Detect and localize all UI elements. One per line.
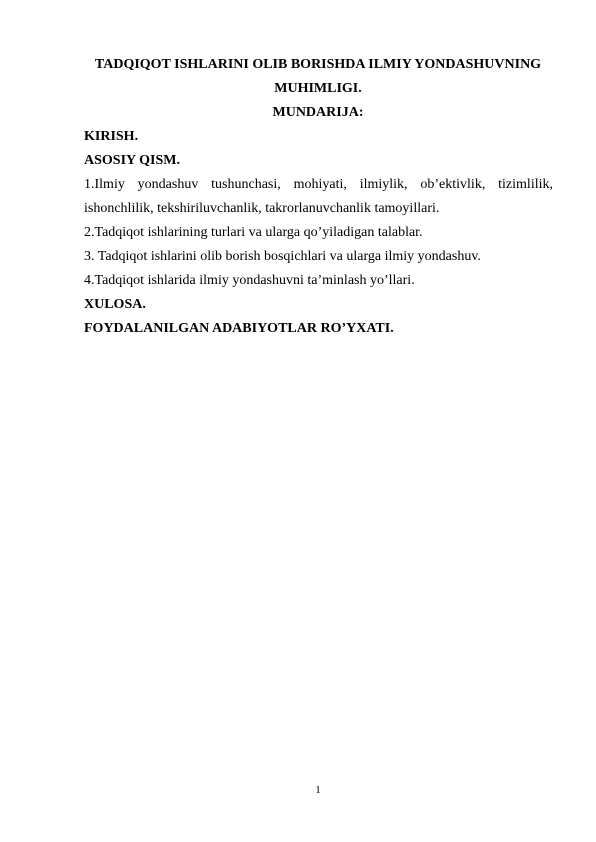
document-title-line-2: MUHIMLIGI.: [274, 81, 362, 96]
contents-item-1-line-2: ishonchlilik, tekshiriluvchanlik, takrorlanuvchanlik tamoyillari.: [84, 201, 440, 216]
contents-item-4: 4.Tadqiqot ishlarida ilmiy yondashuvni ta’minlash yo’llari.: [84, 273, 415, 288]
contents-item-2: 2.Tadqiqot ishlarining turlari va ularga qo’yiladigan talablar.: [84, 225, 423, 240]
contents-item-introduction: KIRISH.: [84, 129, 139, 144]
contents-item-conclusion: XULOSA.: [84, 297, 146, 312]
contents-item-1-line-1: 1.Ilmiy yondashuv tushunchasi, mohiyati, ilmiylik, ob’ektivlik, tizimlilik,: [84, 177, 553, 192]
page-number: 1: [315, 784, 321, 796]
contents-heading: MUNDARIJA:: [272, 105, 364, 120]
contents-item-references: FOYDALANILGAN ADABIYOTLAR RO’YXATI.: [84, 321, 394, 336]
document-title-line-1: TADQIQOT ISHLARINI OLIB BORISHDA ILMIY YONDASHUVNING: [94, 57, 542, 72]
contents-item-3: 3. Tadqiqot ishlarini olib borish bosqichlari va ularga ilmiy yondashuv.: [84, 249, 481, 264]
contents-item-main-part: ASOSIY QISM.: [84, 153, 180, 168]
